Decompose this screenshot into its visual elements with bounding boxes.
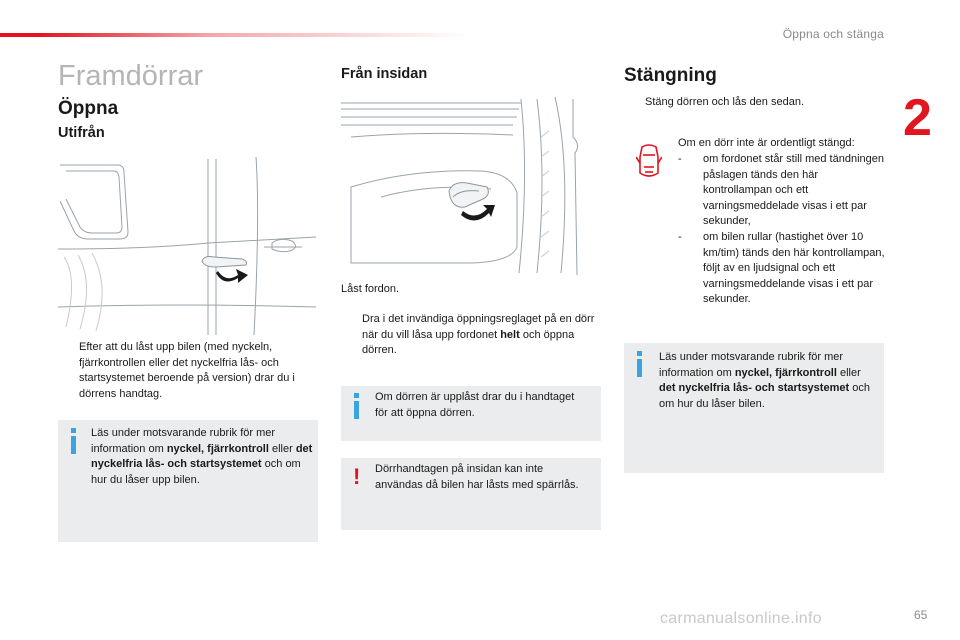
page-number: 65 (914, 608, 928, 622)
info-text-right: Läs under motsvarande rubrik för mer information om nyckel, fjärrkontroll eller det nyckelfria lås- och startsystemet och om hur du låser bilen. (659, 351, 870, 410)
inside-door-illustration (341, 97, 601, 275)
info-icon (70, 428, 78, 454)
warning-text-middle: Dörrhandtagen på insidan kan inte användas då bilen har låsts med spärrlås. (375, 463, 579, 491)
chapter-number: 2 (903, 89, 932, 147)
info-box-left (58, 420, 318, 542)
closing-step-text: Stäng dörren och lås den sedan. (645, 96, 805, 108)
open-heading: Öppna (58, 98, 119, 119)
info-text-middle: Om dörren är upplåst drar du i handtaget för att öppna dörren. (375, 391, 575, 419)
warning-box-middle (341, 458, 601, 530)
info-box-middle (341, 386, 601, 441)
door-open-warning-lamp-icon (636, 143, 662, 181)
closing-warning-item-1: om fordonet står still med tändningen påslagen tänds den här kontrollampan och ett varningsmeddelade visas i ett par sekunder, (703, 153, 884, 228)
header-accent-bar (0, 33, 470, 37)
info-icon (353, 393, 361, 419)
warning-icon: ! (353, 464, 361, 489)
locked-caption: Låst fordon. (341, 283, 400, 295)
inside-step-text: Dra i det invändiga öppningsreglaget på en dörr när du vill låsa upp fordonet helt och öppna dörren. (362, 313, 595, 357)
section-header: Öppna och stänga (782, 27, 884, 41)
closing-warning-item-2: om bilen rullar (hastighet över 10 km/tim) tänds den här kontrollampan, följt av en ljudsignal och ett varningsmeddelande visas i ett par sekunder. (703, 231, 885, 306)
outside-door-illustration (58, 157, 318, 335)
watermark: carmanualsonline.info (660, 610, 822, 627)
page-title: Framdörrar (58, 60, 204, 92)
info-box-right (624, 343, 884, 473)
info-icon (636, 351, 644, 377)
dash-marker: - (678, 231, 682, 243)
dash-marker: - (678, 153, 682, 165)
inside-heading: Från insidan (341, 66, 428, 82)
info-text-left: Läs under motsvarande rubrik för mer information om nyckel, fjärrkontroll eller det nyckelfria lås- och startsystemet och om hur du låser upp bilen. (91, 427, 313, 486)
outside-heading: Utifrån (58, 125, 105, 141)
closing-warning-intro: Om en dörr inte är ordentligt stängd: (678, 137, 855, 149)
outside-step-text: Efter att du låst upp bilen (med nyckeln, fjärrkontrollen eller det nyckelfria lås- och startsystemet beroende på version) drar du i dörrens handtag. (79, 341, 295, 400)
closing-heading: Stängning (624, 65, 717, 86)
